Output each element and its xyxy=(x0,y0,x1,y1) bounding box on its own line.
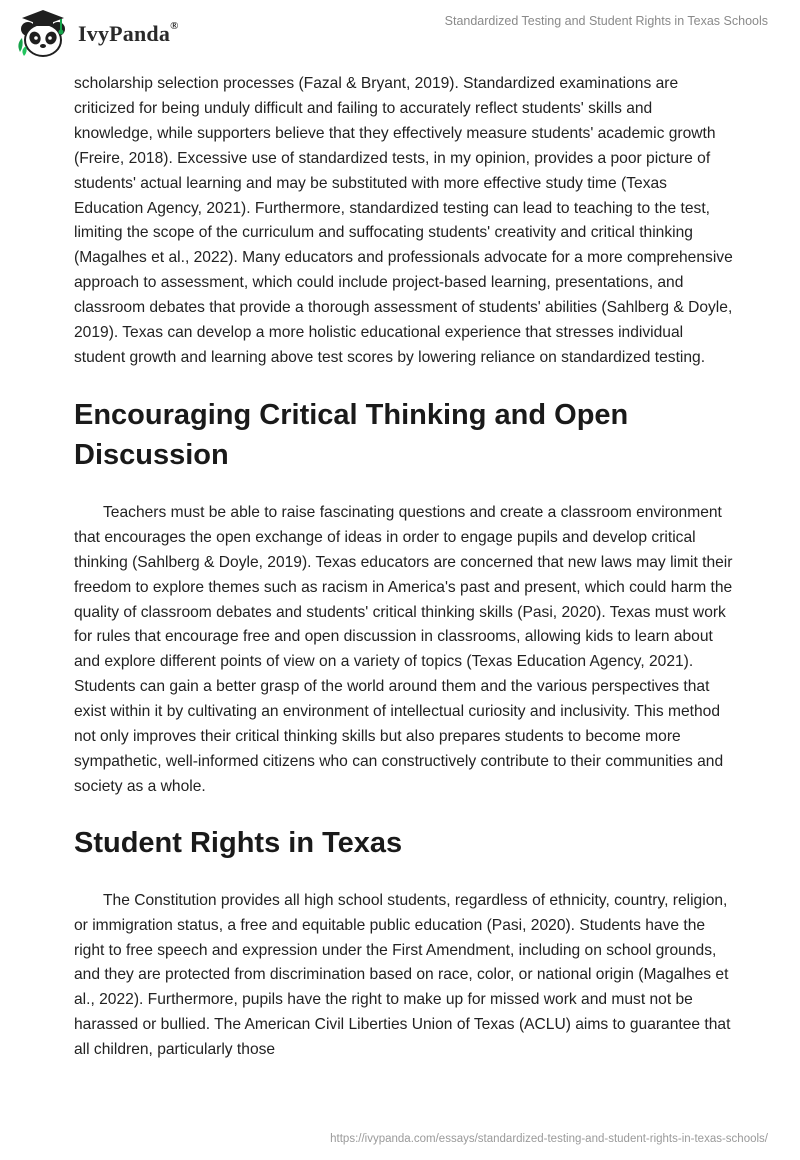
paragraph-critical-thinking: Teachers must be able to raise fascinating questions and create a classroom environment that encourages the open exchange of ideas in order to engage pupils and develop critical thinking (Sahlberg & Doyle, 2019). Texas educators are concerned that new laws may limit their freedom to explore themes such as racism in America's past and present, which could harm the quality of classroom debates and students' critical thinking skills (Pasi, 2020). Texas must work for rules that encourage free and open discussion in classrooms, allowing kids to learn about and explore different points of view on a variety of topics (Texas Education Agency, 2021). Students can gain a better grasp of the world around them and the various perspectives that exist within it by cultivating an environment of intellectual curiosity and inclusivity. This method not only improves their critical thinking skills but also prepares students to become more sympathetic, well-informed citizens who can constructively contribute to their communities and society as a whole. xyxy=(74,503,733,795)
panda-graduate-logo-icon[interactable] xyxy=(14,8,74,60)
registered-mark: ® xyxy=(170,19,179,32)
paragraph-student-rights: The Constitution provides all high school students, regardless of ethnicity, country, religion, or immigration status, a free and equitable public education (Pasi, 2020). Students have the right to free speech and expression under the First Amendment, including on school grounds, and they are protected from discrimination based on race, color, or national origin (Magalhes et al., 2022). Furthermore, pupils have the right to make up for missed work and must not be harassed or bullied. The American Civil Liberties Union of Texas (ACLU) aims to guarantee that all children, particularly those xyxy=(74,891,731,1059)
brand-name[interactable] xyxy=(78,21,179,47)
page-header xyxy=(0,0,800,60)
brand-name-text: IvyPanda xyxy=(78,21,171,46)
footer-source-url[interactable]: https://ivypanda.com/essays/standardized-testing-and-student-rights-in-texas-schools/ xyxy=(330,1133,768,1145)
paragraph-continued: scholarship selection processes (Fazal & Bryant, 2019). Standardized examinations are criticized for being unduly difficult and failing to accurately reflect students' skills and knowledge, while supporters believe that they effectively measure students' academic growth (Freire, 2018). Excessive use of standardized tests, in my opinion, provides a poor picture of students' actual learning and may be substituted with more effective study time (Texas Education Agency, 2021). Furthermore, standardized testing can lead to teaching to the test, limiting the scope of the curriculum and suffocating students' creativity and critical thinking (Magalhes et al., 2022). Many educators and professionals advocate for a more comprehensive approach to assessment, which could include project-based learning, presentations, and classroom debates that provide a thorough assessment of students' abilities (Sahlberg & Doyle, 2019). Texas can develop a more holistic educational experience that stresses individual student growth and learning above test scores by lowering reliance on standardized testing. xyxy=(74,75,733,366)
section-heading-critical-thinking: Encouraging Critical Thinking and Open Discussion xyxy=(74,398,629,471)
document-title: Standardized Testing and Student Rights in Texas Schools xyxy=(444,14,768,28)
section-heading-student-rights: Student Rights in Texas xyxy=(74,826,403,859)
essay-content xyxy=(74,72,734,1063)
